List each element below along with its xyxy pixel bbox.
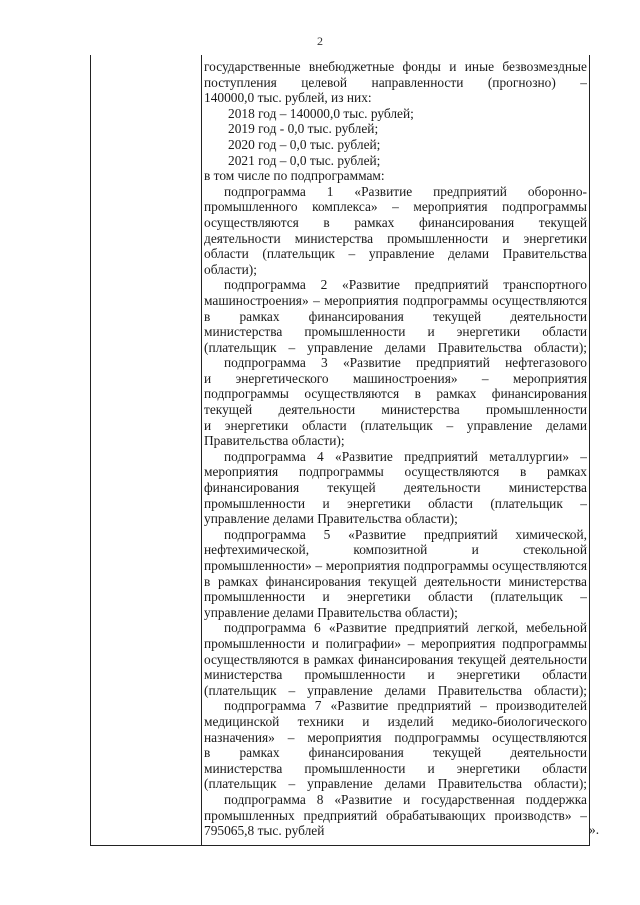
- text-line: подпрограмма 2 «Развитие предприятий транспортного: [224, 277, 587, 293]
- text-line: осуществляются в рамках финансирования текущей: [204, 214, 587, 230]
- table-right-cell: [202, 55, 589, 845]
- text-line: 795065,8 тыс. рублей: [204, 823, 325, 839]
- passport-table: [90, 55, 590, 846]
- text-line: 2018 год – 140000,0 тыс. рублей;: [228, 105, 414, 121]
- text-line: в том числе по подпрограммам:: [204, 168, 385, 184]
- text-line: 2019 год - 0,0 тыс. рублей;: [228, 121, 379, 137]
- text-line: 2020 год – 0,0 тыс. рублей;: [228, 136, 381, 152]
- text-line: медицинской техники и изделий медико-биологического: [204, 713, 587, 729]
- text-line: (плательщик – управление делами Правительства области);: [204, 339, 587, 355]
- text-line: финансирования текущей деятельности министерства: [204, 480, 587, 496]
- text-line: нефтехимической, композитной и стекольной: [204, 542, 587, 558]
- text-line: машиностроения» – мероприятия подпрограммы осуществляются: [204, 292, 587, 308]
- text-line: промышленности и энергетики области (плательщик –: [204, 495, 587, 511]
- text-line: (плательщик – управление делами Правительства области);: [204, 682, 587, 698]
- text-line: в рамках финансирования текущей деятельности: [204, 308, 587, 324]
- text-line: (плательщик – управление делами Правительства области);: [204, 776, 587, 792]
- text-line: в рамках финансирования текущей деятельности министерства: [204, 573, 587, 589]
- closing-quote: ».: [589, 822, 600, 837]
- text-line: 2021 год – 0,0 тыс. рублей;: [228, 152, 381, 168]
- text-line: промышленности» – мероприятия подпрограммы осуществляются: [204, 558, 587, 573]
- text-line: подпрограмма 8 «Развитие и государственная поддержка: [224, 791, 587, 807]
- text-line: области);: [204, 261, 257, 277]
- text-line: промышленности и полиграфии» – мероприятия подпрограммы: [204, 635, 587, 651]
- text-line: мероприятия подпрограммы осуществляются в рамках: [204, 464, 587, 480]
- text-line: промышленных предприятий обрабатывающих производств» –: [204, 807, 587, 823]
- text-line: подпрограмма 1 «Развитие предприятий оборонно-: [224, 183, 587, 199]
- text-line: промышленности и энергетики области (плательщик –: [204, 589, 587, 605]
- text-line: осуществляются в рамках финансирования текущей деятельности: [204, 651, 587, 667]
- text-line: министерства промышленности и энергетики области: [204, 760, 587, 776]
- text-line: министерства промышленности и энергетики области: [204, 667, 587, 683]
- text-line: подпрограммы осуществляются в рамках финансирования: [204, 386, 587, 402]
- text-line: текущей деятельности министерства промышленности: [204, 402, 587, 418]
- text-line: деятельности министерства промышленности и энергетики: [204, 230, 587, 246]
- text-line: назначения» – мероприятия подпрограммы осуществляются: [204, 729, 587, 745]
- text-line: Правительства области);: [204, 433, 345, 449]
- table-left-cell: [91, 55, 202, 845]
- text-line: подпрограмма 4 «Развитие предприятий металлургии» –: [224, 448, 587, 464]
- text-line: в рамках финансирования текущей деятельности: [204, 745, 587, 761]
- text-line: подпрограмма 6 «Развитие предприятий легкой, мебельной: [224, 620, 587, 636]
- text-line: управление делами Правительства области);: [204, 604, 458, 620]
- text-line: и энергетики области (плательщик – управление делами: [204, 417, 587, 433]
- text-line: подпрограмма 3 «Развитие предприятий нефтегазового: [224, 355, 587, 371]
- text-line: и энергетического машиностроения» – мероприятия: [204, 370, 587, 386]
- text-line: государственные внебюджетные фонды и иные безвозмездные: [204, 59, 587, 74]
- text-line: поступления целевой направленности (прогнозно) –: [204, 74, 587, 90]
- text-line: промышленного комплекса» – мероприятия подпрограммы: [204, 199, 587, 215]
- page-number: 2: [317, 34, 323, 48]
- text-line: управление делами Правительства области);: [204, 511, 458, 527]
- text-line: области (плательщик – управление делами Правительства: [204, 246, 587, 262]
- text-line: подпрограмма 7 «Развитие предприятий – производителей: [224, 698, 587, 714]
- text-line: 140000,0 тыс. рублей, из них:: [204, 90, 372, 106]
- text-line: подпрограмма 5 «Развитие предприятий химической,: [224, 526, 587, 542]
- text-line: министерства промышленности и энергетики области: [204, 324, 587, 340]
